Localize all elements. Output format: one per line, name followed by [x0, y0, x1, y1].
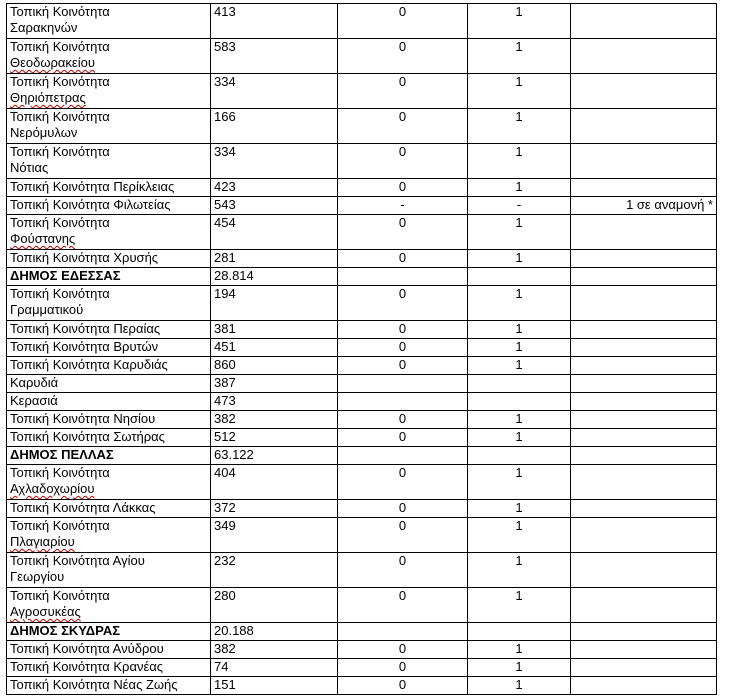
table-row [7, 179, 717, 197]
value-b-cell: 1 [468, 39, 571, 74]
note-cell [571, 518, 717, 553]
population-cell: 543 [211, 197, 338, 215]
value-b-cell: 1 [468, 677, 571, 695]
community-name-cell [7, 250, 211, 268]
note-cell [571, 321, 717, 339]
value-a-cell: 0 [338, 4, 468, 39]
table-row [7, 500, 717, 518]
note-cell [571, 179, 717, 197]
community-name-line: Τοπική Κοινότητα Νησίου [10, 411, 156, 426]
population-cell: 349 [211, 518, 338, 553]
community-name-line: Τοπική Κοινότητα [10, 518, 110, 533]
note-cell [571, 144, 717, 179]
community-name-cell [7, 553, 211, 588]
community-name-line: Τοπική Κοινότητα [10, 39, 110, 54]
community-name-line: ΔΗΜΟΣ ΕΔΕΣΣΑΣ [10, 268, 121, 283]
community-name-line: Θεοδωρακείου [10, 55, 95, 70]
community-name-line: Νερόμυλων [10, 125, 78, 140]
table-row [7, 39, 717, 74]
table-row [7, 339, 717, 357]
population-cell: 334 [211, 74, 338, 109]
community-name-cell [7, 641, 211, 659]
note-cell [571, 641, 717, 659]
table-row [7, 429, 717, 447]
value-a-cell [338, 375, 468, 393]
value-a-cell: 0 [338, 109, 468, 144]
value-a-cell: 0 [338, 250, 468, 268]
table-row [7, 465, 717, 500]
value-a-cell: 0 [338, 641, 468, 659]
value-a-cell: 0 [338, 588, 468, 623]
community-name-line: Τοπική Κοινότητα Περίκλειας [10, 179, 175, 194]
value-b-cell: 1 [468, 518, 571, 553]
community-name-cell [7, 4, 211, 39]
value-b-cell: 1 [468, 429, 571, 447]
value-b-cell [468, 393, 571, 411]
value-a-cell: 0 [338, 677, 468, 695]
municipality-row [7, 268, 717, 286]
community-name-line: Θηριόπετρας [10, 90, 86, 105]
community-name-line: Αχλαδοχωρίου [10, 481, 95, 496]
table-row [7, 677, 717, 695]
note-cell [571, 411, 717, 429]
value-a-cell: 0 [338, 465, 468, 500]
population-cell: 451 [211, 339, 338, 357]
municipality-row [7, 447, 717, 465]
value-a-cell: 0 [338, 215, 468, 250]
table-row [7, 144, 717, 179]
value-b-cell: 1 [468, 4, 571, 39]
population-cell: 381 [211, 321, 338, 339]
note-cell [571, 677, 717, 695]
value-b-cell: 1 [468, 144, 571, 179]
table-row [7, 74, 717, 109]
table-row [7, 518, 717, 553]
community-name-cell [7, 339, 211, 357]
community-name-line: Τοπική Κοινότητα Περαίας [10, 321, 161, 336]
community-name-cell [7, 393, 211, 411]
value-a-cell [338, 393, 468, 411]
value-a-cell [338, 447, 468, 465]
population-cell: 583 [211, 39, 338, 74]
table-row [7, 109, 717, 144]
community-name-line: Γραμματικού [10, 302, 84, 317]
population-cell: 334 [211, 144, 338, 179]
table-row [7, 250, 717, 268]
community-name-line: Τοπική Κοινότητα [10, 74, 110, 89]
population-cell: 387 [211, 375, 338, 393]
value-b-cell: 1 [468, 465, 571, 500]
community-name-cell [7, 375, 211, 393]
value-a-cell: 0 [338, 500, 468, 518]
population-cell: 860 [211, 357, 338, 375]
community-name-line: Τοπική Κοινότητα Φιλωτείας [10, 197, 171, 212]
value-b-cell: 1 [468, 250, 571, 268]
population-cell: 232 [211, 553, 338, 588]
value-b-cell: - [468, 197, 571, 215]
community-name-line: Τοπική Κοινότητα Νέας Ζωής [10, 677, 178, 692]
value-b-cell: 1 [468, 74, 571, 109]
community-name-line: Πλαγιαρίου [10, 534, 75, 549]
municipality-row [7, 623, 717, 641]
value-b-cell: 1 [468, 500, 571, 518]
value-a-cell: 0 [338, 411, 468, 429]
community-name-cell [7, 623, 211, 641]
community-name-cell [7, 447, 211, 465]
population-cell: 20.188 [211, 623, 338, 641]
note-cell [571, 659, 717, 677]
community-name-cell [7, 144, 211, 179]
population-cell: 74 [211, 659, 338, 677]
table-row [7, 375, 717, 393]
community-name-cell [7, 518, 211, 553]
population-cell: 151 [211, 677, 338, 695]
community-name-cell [7, 429, 211, 447]
community-name-cell [7, 588, 211, 623]
note-cell [571, 339, 717, 357]
community-name-cell [7, 500, 211, 518]
note-cell [571, 4, 717, 39]
community-name-cell [7, 39, 211, 74]
population-cell: 382 [211, 641, 338, 659]
note-cell [571, 39, 717, 74]
note-cell [571, 588, 717, 623]
value-b-cell [468, 268, 571, 286]
table-row [7, 321, 717, 339]
value-a-cell: 0 [338, 74, 468, 109]
value-b-cell: 1 [468, 588, 571, 623]
value-b-cell: 1 [468, 321, 571, 339]
community-name-line: Τοπική Κοινότητα Καρυδιάς [10, 357, 168, 372]
note-cell [571, 268, 717, 286]
community-name-cell [7, 659, 211, 677]
community-name-line: Νότιας [10, 160, 49, 175]
community-name-line: Τοπική Κοινότητα [10, 286, 110, 301]
population-cell: 512 [211, 429, 338, 447]
value-a-cell: 0 [338, 659, 468, 677]
value-b-cell [468, 375, 571, 393]
community-name-line: Τοπική Κοινότητα Λάκκας [10, 500, 156, 515]
value-b-cell: 1 [468, 411, 571, 429]
note-cell [571, 74, 717, 109]
community-name-line: Τοπική Κοινότητα [10, 588, 110, 603]
community-name-cell [7, 321, 211, 339]
community-name-cell [7, 179, 211, 197]
community-name-line: Τοπική Κοινότητα Κρανέας [10, 659, 164, 674]
note-cell [571, 357, 717, 375]
note-cell [571, 250, 717, 268]
table-row [7, 553, 717, 588]
value-a-cell: - [338, 197, 468, 215]
value-b-cell: 1 [468, 357, 571, 375]
value-b-cell: 1 [468, 641, 571, 659]
population-cell: 413 [211, 4, 338, 39]
note-cell [571, 447, 717, 465]
community-name-line: Τοπική Κοινότητα [10, 109, 110, 124]
population-cell: 404 [211, 465, 338, 500]
population-cell: 382 [211, 411, 338, 429]
community-name-line: Καρυδιά [10, 375, 59, 390]
community-name-line: Τοπική Κοινότητα Ανύδρου [10, 641, 164, 656]
table-row [7, 357, 717, 375]
note-cell [571, 465, 717, 500]
community-name-cell [7, 74, 211, 109]
community-name-line: Τοπική Κοινότητα [10, 4, 110, 19]
community-name-cell [7, 465, 211, 500]
table-row [7, 4, 717, 39]
population-cell: 280 [211, 588, 338, 623]
value-a-cell [338, 268, 468, 286]
table-row [7, 641, 717, 659]
value-a-cell: 0 [338, 321, 468, 339]
value-a-cell: 0 [338, 179, 468, 197]
community-name-line: Τοπική Κοινότητα [10, 144, 110, 159]
communities-table-body [7, 4, 717, 695]
note-cell [571, 215, 717, 250]
community-name-line: Σαρακηνών [10, 20, 78, 35]
community-name-cell [7, 357, 211, 375]
community-name-cell [7, 215, 211, 250]
community-name-line: ΔΗΜΟΣ ΠΕΛΛΑΣ [10, 447, 114, 462]
value-a-cell: 0 [338, 286, 468, 321]
value-b-cell: 1 [468, 339, 571, 357]
community-name-cell [7, 677, 211, 695]
value-b-cell: 1 [468, 659, 571, 677]
population-cell: 63.122 [211, 447, 338, 465]
community-name-cell [7, 197, 211, 215]
table-row [7, 286, 717, 321]
value-b-cell [468, 623, 571, 641]
population-cell: 166 [211, 109, 338, 144]
community-name-line: Τοπική Κοινότητα [10, 215, 110, 230]
note-cell [571, 393, 717, 411]
note-cell [571, 375, 717, 393]
value-a-cell: 0 [338, 553, 468, 588]
value-a-cell: 0 [338, 357, 468, 375]
community-name-line: Τοπική Κοινότητα [10, 465, 110, 480]
community-name-line: Αγροσυκέας [10, 604, 81, 619]
population-cell: 423 [211, 179, 338, 197]
community-name-line: Τοπική Κοινότητα Βρυτών [10, 339, 159, 354]
population-cell: 372 [211, 500, 338, 518]
community-name-line: Τοπική Κοινότητα Αγίου [10, 553, 145, 568]
population-cell: 281 [211, 250, 338, 268]
table-row [7, 197, 717, 215]
community-name-cell [7, 109, 211, 144]
value-a-cell: 0 [338, 339, 468, 357]
value-a-cell: 0 [338, 429, 468, 447]
community-name-line: Τοπική Κοινότητα Σωτήρας [10, 429, 165, 444]
community-name-line: Γεωργίου [10, 569, 65, 584]
value-b-cell: 1 [468, 553, 571, 588]
population-cell: 194 [211, 286, 338, 321]
community-name-cell [7, 411, 211, 429]
table-row [7, 393, 717, 411]
community-name-line: Φούστανης [10, 231, 76, 246]
community-name-line: Κερασιά [10, 393, 58, 408]
population-cell: 28.814 [211, 268, 338, 286]
table-row [7, 588, 717, 623]
community-name-cell [7, 268, 211, 286]
note-cell: 1 σε αναμονή * [571, 197, 717, 215]
value-b-cell: 1 [468, 179, 571, 197]
population-cell: 473 [211, 393, 338, 411]
note-cell [571, 623, 717, 641]
note-cell [571, 109, 717, 144]
value-b-cell: 1 [468, 109, 571, 144]
community-name-line: Τοπική Κοινότητα Χρυσής [10, 250, 159, 265]
value-b-cell: 1 [468, 286, 571, 321]
table-row [7, 659, 717, 677]
note-cell [571, 429, 717, 447]
note-cell [571, 286, 717, 321]
value-a-cell [338, 623, 468, 641]
value-a-cell: 0 [338, 39, 468, 74]
population-cell: 454 [211, 215, 338, 250]
value-b-cell: 1 [468, 215, 571, 250]
table-row [7, 411, 717, 429]
communities-table [6, 3, 717, 695]
note-cell [571, 500, 717, 518]
value-a-cell: 0 [338, 518, 468, 553]
community-name-cell [7, 286, 211, 321]
value-a-cell: 0 [338, 144, 468, 179]
community-name-line: ΔΗΜΟΣ ΣΚΥΔΡΑΣ [10, 623, 121, 638]
table-row [7, 215, 717, 250]
value-b-cell [468, 447, 571, 465]
note-cell [571, 553, 717, 588]
